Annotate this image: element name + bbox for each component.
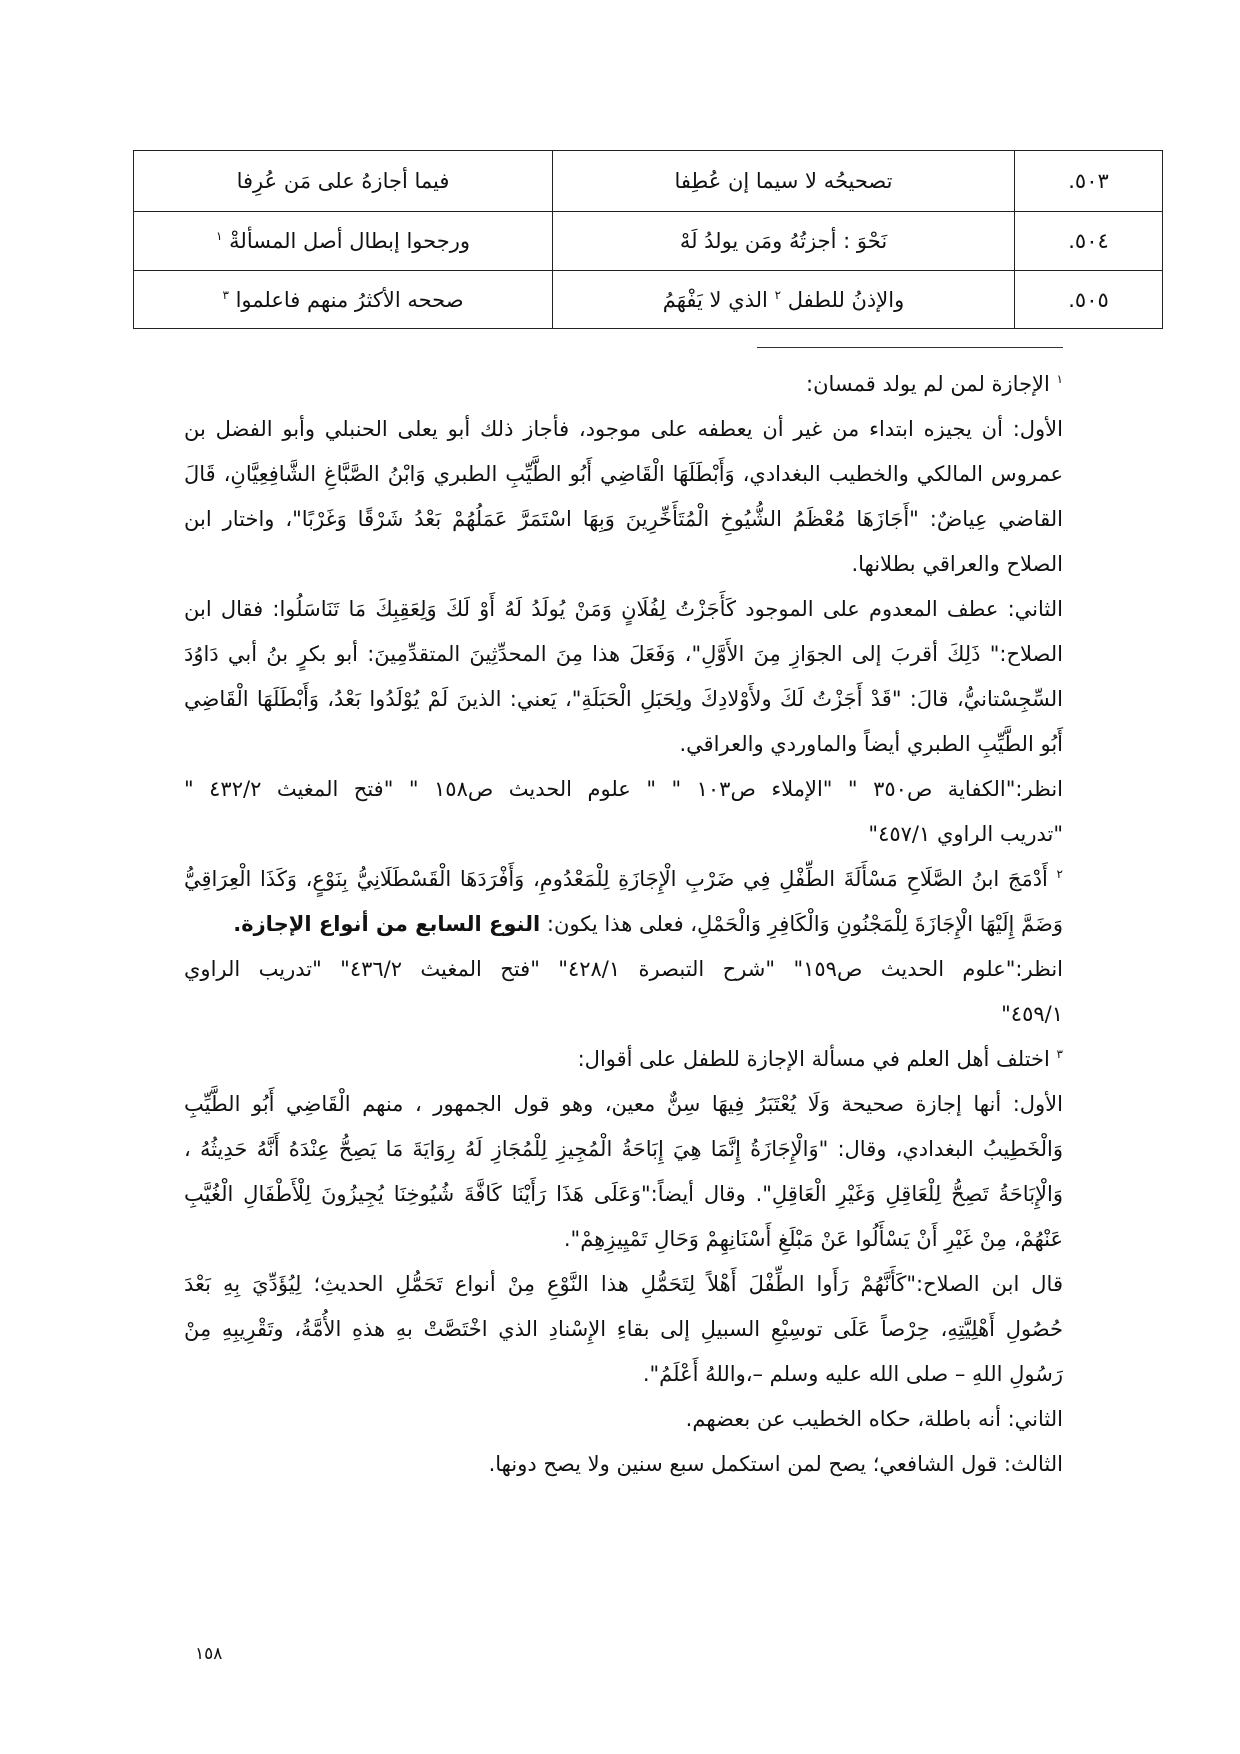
footnote-line <box>184 362 1063 407</box>
footnote-text: أَدْمَجَ ابنُ الصَّلَاحِ مَسْأَلَةَ الطِّفْلِ فِي ضَرْبِ الْإِجَازَةِ لِلْمَعْدُومِ، وَأَفْرَدَهَا الْقَسْطَلَانِيُّ بِنَوْعٍ، وَكَذَا الْعِرَاقِيُّ <box>184 867 1048 891</box>
verse-table <box>133 150 1163 329</box>
footnotes <box>184 362 1063 1487</box>
footnote-reference: ٢ <box>774 287 782 302</box>
footnote-paragraph <box>184 1397 1063 1442</box>
first-hemistich <box>553 271 1015 329</box>
footnote-paragraph <box>184 857 1063 947</box>
footnote-paragraph <box>184 947 1063 1037</box>
verse-row <box>134 271 1163 329</box>
footnote-line: "تدريب الراوي ٤٥٧/١" <box>868 822 1063 846</box>
footnote-line: الأول: أنها إجازة صحيحة وَلَا يُعْتَبَرُ فِيهَا سِنٌّ معين، وهو قول الجمهور ، منهم الْقَاضِي أَبُو الطَّيِّبِ <box>184 1092 1063 1116</box>
footnote-line: الثاني: أنه باطلة، حكاه الخطيب عن بعضهم. <box>685 1407 1063 1431</box>
footnote-line: انظر:"علوم الحديث ص١٥٩" "شرح التبصرة ٤٢٨/١" "فتح المغيث ٤٣٦/٢" "تدريب الراوي <box>184 957 1063 981</box>
footnote-line: عَنْهُمْ، مِنْ غَيْرِ أَنْ يَسْأَلُوا عَنْ مَبْلَغِ أَسْنَانِهِمْ وَحَالِ تَمْيِيزِهِمْ". <box>563 1227 1063 1251</box>
hemistich-text: صححه الأكثرُ منهم فاعلموا <box>235 287 464 312</box>
second-hemistich <box>134 212 553 271</box>
emphasized-text: النوع السابع من أنواع الإجازة. <box>233 912 541 936</box>
footnote-line: انظر:"الكفاية ص٣٥٠ " "الإملاء ص١٠٣ " " علوم الحديث ص١٥٨ " "فتح المغيث ٤٣٢/٢ " <box>184 777 1063 801</box>
footnote-line: الصلاح والعراقي بطلانها. <box>851 552 1063 576</box>
page-number: ١٥٨ <box>195 1644 223 1664</box>
footnote-paragraph <box>184 407 1063 587</box>
footnote-line <box>184 857 1063 902</box>
verse-number: ٥٠٣. <box>1015 151 1163 212</box>
footnote-paragraph <box>184 767 1063 857</box>
footnote-reference: ٣ <box>222 287 229 302</box>
footnote-line: القاضي عِياضٌ: "أَجَازَهَا مُعْظَمُ الشُّيُوخِ الْمُتَأَخِّرِينَ وَبِهَا اسْتَمَرَّ عَمَلُهُمْ بَعْدُ شَرْقًا وَغَرْبًا"، واختار ابن <box>184 507 1063 531</box>
footnote-line: عمروس المالكي والخطيب البغدادي، وَأَبْطَلَهَا الْقَاضِي أَبُو الطَّيِّبِ الطبري وَابْنُ الصَّبَّاغِ الشَّافِعِيَّانِ، قَالَ <box>184 462 1063 486</box>
footnote-paragraph <box>184 1262 1063 1397</box>
footnote-reference: ١ <box>216 229 223 243</box>
footnote-line: الأول: أن يجيزه ابتداء من غير أن يعطفه على موجود، فأجاز ذلك أبو يعلى الحنبلي وأبو الفضل بن <box>184 417 1063 441</box>
second-hemistich: فيما أجازهُ على مَن عُرِفا <box>134 151 553 212</box>
footnote-line: الصلاح:" ذَلِكَ أقربَ إلى الجوَازِ مِنَ الأَوَّلِ"، وَفَعَلَ هذا مِنَ المحدِّثِينَ المتقدِّمِينَ: أبو بكرٍ بنُ أبي دَاوُدَ <box>184 642 1063 666</box>
footnote-paragraph <box>184 1442 1063 1487</box>
footnote-marker: ٢ <box>1056 867 1063 881</box>
footnote-text: الإجازة لمن لم يولد قمسان: <box>806 372 1050 396</box>
footnote-line: وَالْخَطِيبُ البغدادي، وقال: "وَالْإِجَازَةُ إِنَّمَا هِيَ إِبَاحَةُ الْمُجِيزِ لِلْمُجَازِ لَهُ رِوَايَةَ مَا يَصِحُّ عِنْدَهُ أَنَّهُ حَدِيثُهُ ، <box>184 1137 1063 1161</box>
footnote-3 <box>184 1037 1063 1487</box>
hemistich-text: والإذنُ للطفل <box>787 287 905 312</box>
footnote-line: رَسُولِ اللهِ – صلى الله عليه وسلم –،واللهُ أَعْلَمُ". <box>642 1362 1063 1386</box>
first-hemistich: تصحيحُه لا سيما إن عُطِفا <box>553 151 1015 212</box>
footnote-line: وَالْإِبَاحَةُ تَصِحُّ لِلْعَاقِلِ وَغَيْرِ الْعَاقِلِ". وقال أيضاً:"وَعَلَى هَذَا رَأَيْنَا كَافَّةَ شُيُوخِنَا يُجِيزُونَ لِلْأَطْفَالِ الْغُيَّبِ <box>184 1182 1063 1206</box>
footnote-line <box>184 1037 1063 1082</box>
footnote-paragraph <box>184 1037 1063 1082</box>
footnote-line: السِّجِسْتانيُّ، قالَ: "قَدْ أَجَزْتُ لَكَ ولأَوْلادِكَ ولِحَبَلِ الْحَبَلَةِ"، يَعني: الذينَ لَمْ يُوْلَدُوا بَعْدُ، وَأَبْطَلَهَا الْقَاضِي <box>184 687 1063 711</box>
footnote-line: قال ابن الصلاح:"كَأَنَّهُمْ رَأَوا الطِّفْلَ أَهْلاً لِتَحَمُّلِ هذا النَّوْعِ مِنْ أنواع تَحَمُّلِ الحديثِ؛ لِيُؤَدِّيَ بِهِ بَعْدَ <box>184 1272 1063 1296</box>
footnote-line: الثالث: قول الشافعي؛ يصح لمن استكمل سبع سنين ولا يصح دونها. <box>488 1452 1063 1476</box>
footnote-line: الثاني: عطف المعدوم على الموجود كَأَجَزْتُ لِفُلَانٍ وَمَنْ يُولَدُ لَهُ أَوْ لَكَ وَلِعَقِبِكَ مَا تَنَاسَلُوا: فقال ابن <box>184 597 1063 621</box>
footnote-line: أَبُو الطَّيِّبِ الطبري أيضاً والماوردي والعراقي. <box>679 732 1063 756</box>
footnote-paragraph <box>184 1082 1063 1262</box>
hemistich-text: ورجحوا إبطال أصل المسألةْ <box>229 229 470 253</box>
verse-row <box>134 151 1163 212</box>
footnote-paragraph <box>184 362 1063 407</box>
footnote-separator <box>757 347 1063 348</box>
footnote-1 <box>184 362 1063 857</box>
verse-number: ٥٠٤. <box>1015 212 1163 271</box>
footnote-marker: ١ <box>1056 372 1063 386</box>
first-hemistich: نَحْوَ : أجزتُهُ ومَن يولدُ لَهْ <box>553 212 1015 271</box>
footnote-2 <box>184 857 1063 1037</box>
second-hemistich <box>134 271 553 329</box>
verse-number: ٥٠٥. <box>1015 271 1163 329</box>
footnote-line <box>184 902 1063 947</box>
hemistich-text-rest: الذي لا يَفْهَمُ <box>662 287 768 312</box>
footnote-line: حُصُولِ أَهْلِيَّتِهِ، حِرْصاً عَلَى توسِيْعِ السبيلِ إلى بقاءِ الإِسْنادِ الذي اخْتَصَّتْ بهِ هذهِ الأُمَّةُ، وتَقْرِيبِهِ مِنْ <box>184 1317 1063 1341</box>
footnote-text: اختلف أهل العلم في مسألة الإجازة للطفل على أقوال: <box>577 1047 1050 1071</box>
footnote-line: ٤٥٩/١" <box>1001 1002 1063 1026</box>
footnote-marker: ٣ <box>1056 1047 1063 1061</box>
footnote-text: وَضَمَّ إِلَيْهَا الْإِجَازَةَ لِلْمَجْنُونِ وَالْكَافِرِ وَالْحَمْلِ، فعلى هذا يكون: <box>546 912 1063 936</box>
footnote-paragraph <box>184 587 1063 767</box>
verse-row <box>134 212 1163 271</box>
